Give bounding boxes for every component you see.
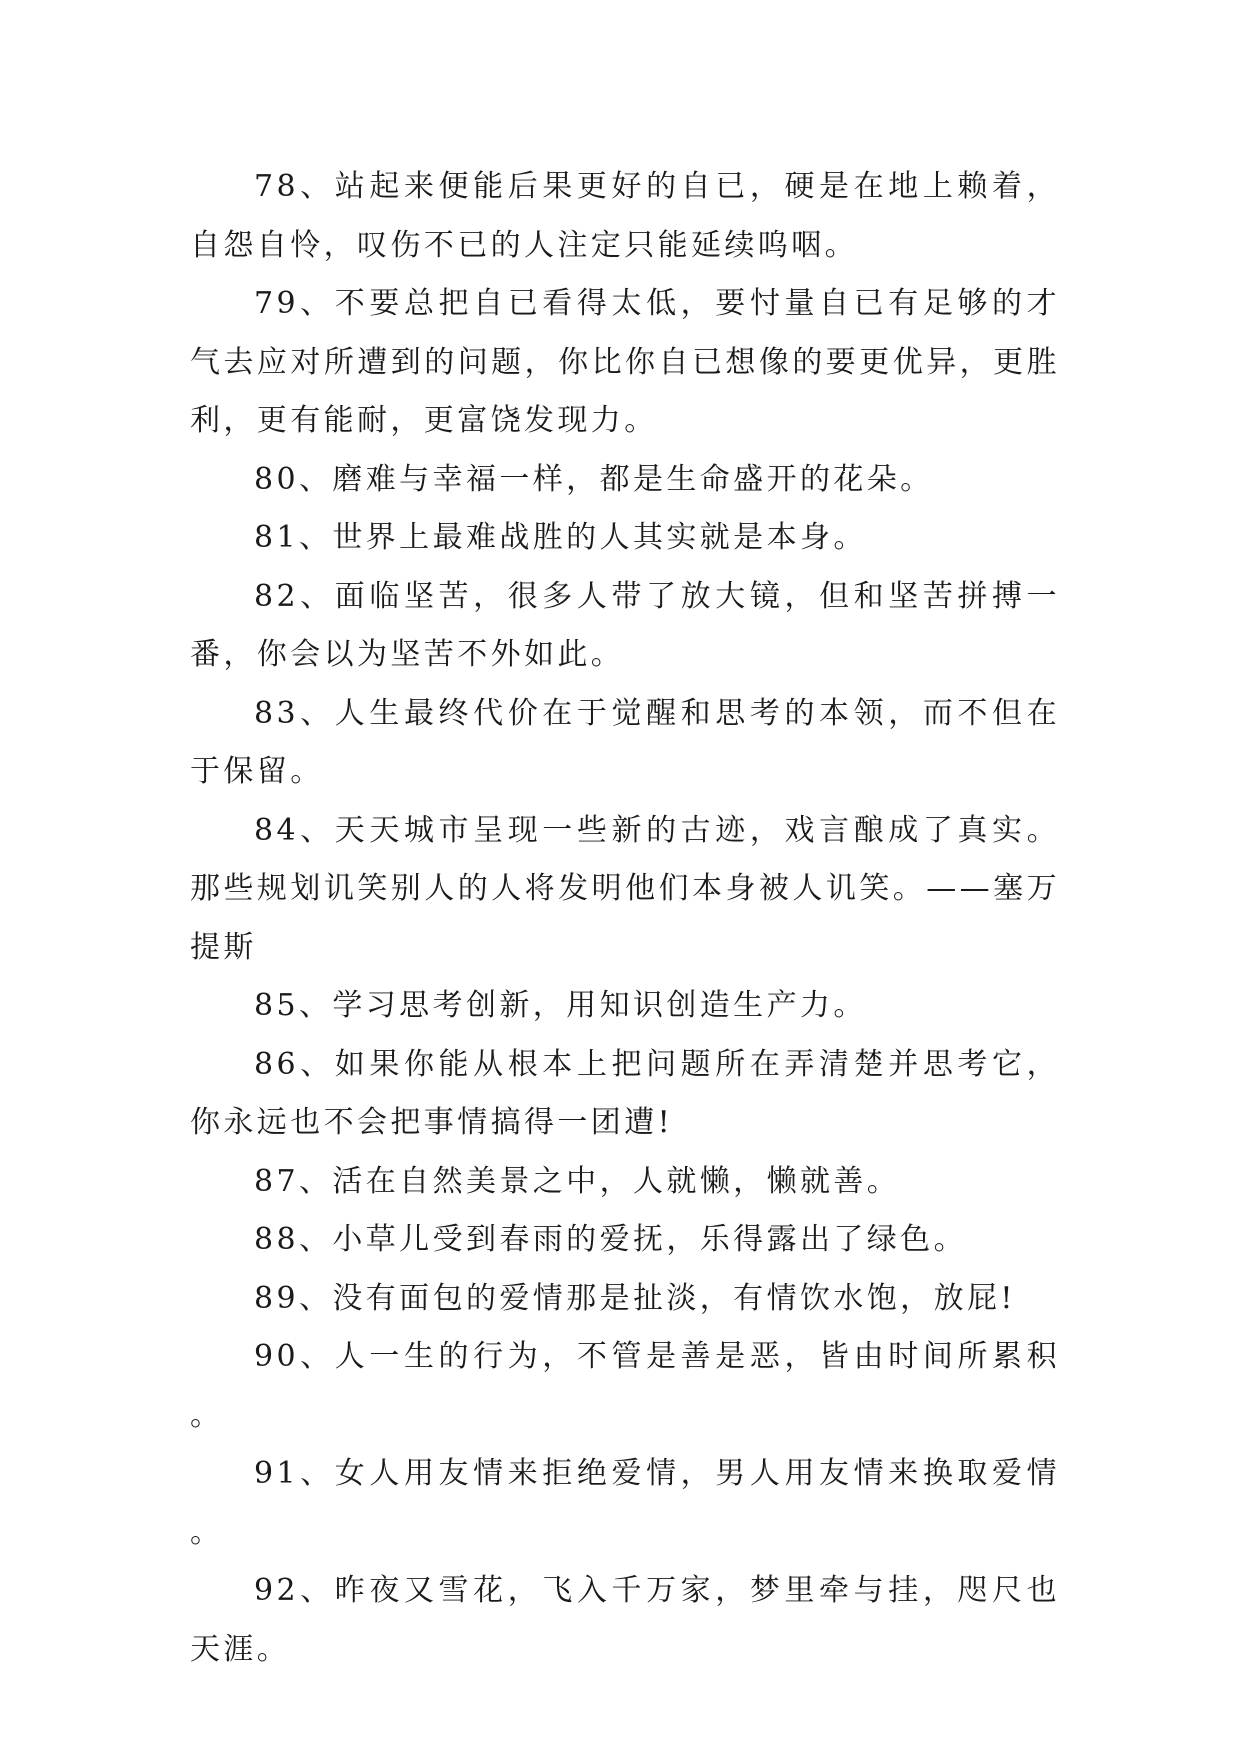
paragraph-85: 85、学习思考创新，用知识创造生产力。 bbox=[254, 988, 867, 1023]
paragraph-88: 88、小草儿受到春雨的爱抚，乐得露出了绿色。 bbox=[254, 1222, 967, 1257]
paragraph-91: 91、女人用友情来拒绝爱情，男人用友情来换取爱情。 bbox=[190, 1456, 1060, 1550]
paragraph-80: 80、磨难与幸福一样，都是生命盛开的花朵。 bbox=[254, 461, 934, 497]
paragraph-86: 86、如果你能从根本上把问题所在弄清楚并思考它，你永远也不会把事情搞得一团遭! bbox=[190, 1046, 1060, 1140]
paragraph-89: 89、没有面包的爱情那是扯淡，有情饮水饱，放屁! bbox=[254, 1280, 1016, 1316]
paragraph-87: 87、活在自然美景之中，人就懒，懒就善。 bbox=[254, 1163, 901, 1199]
paragraph-78: 78、站起来便能后果更好的自已，硬是在地上赖着，自怨自怜，叹伤不已的人注定只能延续呜咽。 bbox=[190, 169, 1060, 263]
paragraph-82: 82、面临坚苦，很多人带了放大镜，但和坚苦拼搏一番，你会以为坚苦不外如此。 bbox=[190, 578, 1060, 672]
paragraph-81: 81、世界上最难战胜的人其实就是本身。 bbox=[254, 520, 867, 555]
paragraph-83: 83、人生最终代价在于觉醒和思考的本领，而不但在于保留。 bbox=[190, 695, 1060, 789]
paragraph-92: 92、昨夜又雪花，飞入千万家，梦里牵与挂，咫尺也天涯。 bbox=[190, 1573, 1060, 1667]
paragraph-84: 84、天天城市呈现一些新的古迹，戏言酿成了真实。那些规划讥笑别人的人将发明他们本身被人讥笑。——塞万提斯 bbox=[190, 812, 1060, 965]
paragraph-90: 90、人一生的行为，不管是善是恶，皆由时间所累积。 bbox=[190, 1339, 1060, 1433]
document-body bbox=[190, 158, 1060, 1679]
paragraph-79: 79、不要总把自已看得太低，要忖量自已有足够的才气去应对所遭到的问题，你比你自已想像的要更优异，更胜利，更有能耐，更富饶发现力。 bbox=[190, 286, 1060, 438]
